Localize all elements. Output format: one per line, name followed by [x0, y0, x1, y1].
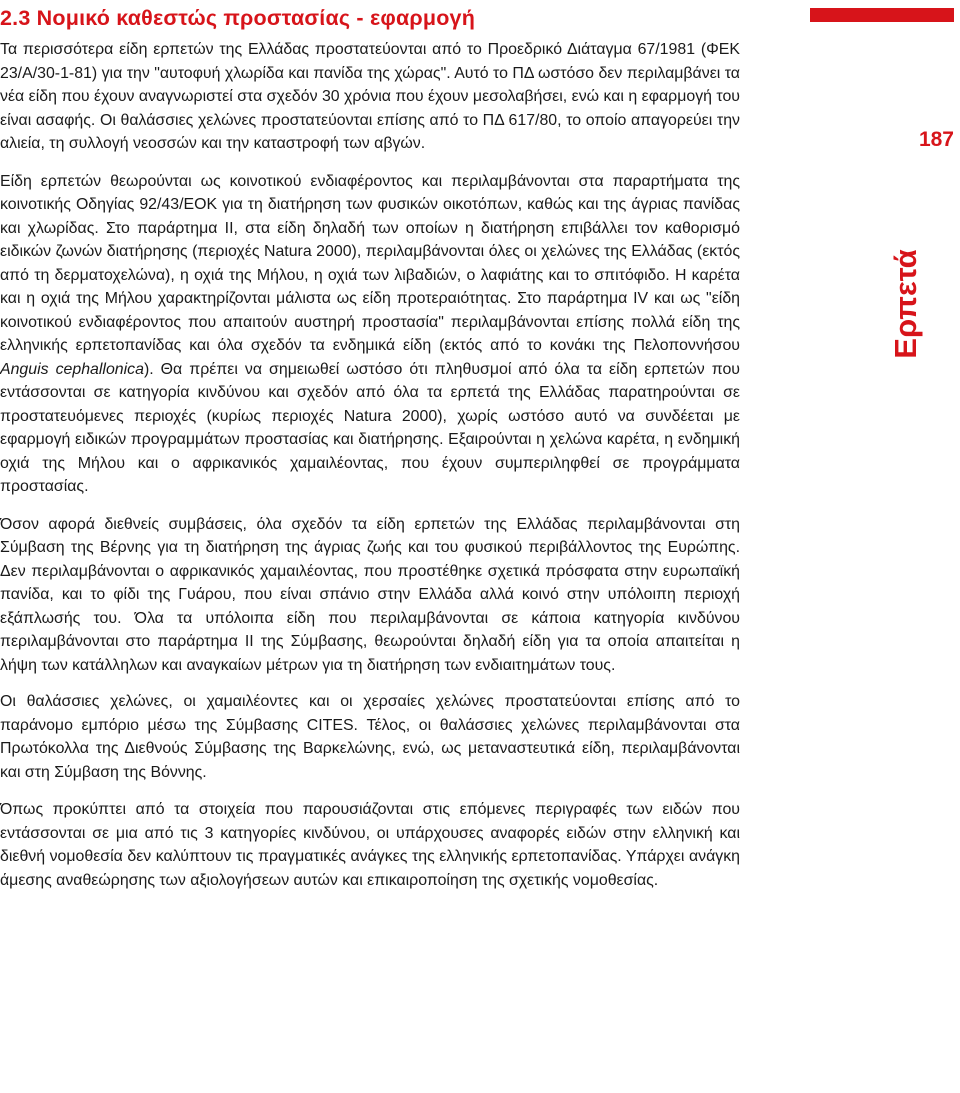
header-accent-bar	[810, 8, 954, 22]
paragraph-eu-directive-text-end: ). Θα πρέπει να σημειωθεί ωστόσο ότι πληθυσμοί από όλα τα είδη ερπετών που εντάσσονται σε κατηγορία κινδύνου και σχεδόν από όλα τα ερπετά της Ελλάδας παρατηρούνται σε προστατευόμενες περιοχές (κυρίως περιοχές Natura 2000), χωρίς ωστόσο αυτό να συνδέεται με εφαρμογή ειδικών προγραμμάτων προστασίας και διατήρησης. Εξαιρούνται η χελώνα καρέτα, η ενδημική οχιά της Μήλου και ο αφρικανικός χαμαιλέοντας, που έχουν συμπεριληφθεί σε προγράμματα προστασίας.	[0, 360, 740, 495]
paragraph-eu-directive	[0, 170, 740, 499]
paragraph-conclusion: Όπως προκύπτει από τα στοιχεία που παρουσιάζονται στις επόμενες περιγραφές των ειδών που εντάσσονται σε μια από τις 3 κατηγορίες κινδύνου, οι υπάρχουσες αναφορές ειδών στην ελληνική και διεθνή νομοθεσία δεν καλύπτουν τις πραγματικές ανάγκες της ελληνικής ερπετοπανίδας. Υπάρχει ανάγκη άμεσης αναθεώρησης των αξιολογήσεων αυτών και επικαιροποίηση της σχετικής νομοθεσίας.	[0, 801, 740, 889]
paragraph-cites: Οι θαλάσσιες χελώνες, οι χαμαιλέοντες και οι χερσαίες χελώνες προστατεύονται επίσης από το παράνομο εμπόριο μέσω της Σύμβασης CITES. Τέλος, οι θαλάσσιες χελώνες περιλαμβάνονται στα Πρωτόκολλα της Διεθνούς Σύμβασης της Βαρκελώνης, ενώ, ως μεταναστευτικά είδη, περιλαμβάνονται και στη Σύμβαση της Βόννης.	[0, 693, 740, 781]
paragraph-bern-convention: Όσον αφορά διεθνείς συμβάσεις, όλα σχεδόν τα είδη ερπετών της Ελλάδας περιλαμβάνονται στη Σύμβαση της Βέρνης για τη διατήρηση της άγριας ζωής και του φυσικού περιβάλλοντος της Ευρώπης. Δεν περιλαμβάνονται ο αφρικανικός χαμαιλέοντας, που προστέθηκε σχετικά πρόσφατα στην ευρωπαϊκή πανίδα, και το φίδι της Γυάρου, που είναι σπάνιο στην Ελλάδα αλλά κοινό στην υπόλοιπη περιοχή εξάπλωσής του. Όλα τα υπόλοιπα είδη που περιλαμβάνονται σε κάποια κατηγορία κινδύνου περιλαμβάνονται στο παράρτημα ΙΙ της Σύμβασης, θεωρούνται δηλαδή είδη για τα οποία απαιτείται η λήψη των κατάλληλων και αναγκαίων μέτρων για τη διατήρηση των ενδιαιτημάτων τους.	[0, 515, 740, 674]
page-number: 187	[918, 128, 954, 151]
paragraph-legal-status: Τα περισσότερα είδη ερπετών της Ελλάδας προστατεύονται από το Προεδρικό Διάταγμα 67/1981 (ΦΕΚ 23/Α/30-1-81) για την "αυτοφυή χλωρίδα και πανίδα της χώρας". Αυτό το ΠΔ ωστόσο δεν περιλαμβάνει τα νέα είδη που έχουν αναγνωριστεί στα σχεδόν 30 χρόνια που έχουν μεσολαβήσει, ενώ και η εφαρμογή του είναι ασαφής. Οι θαλάσσιες χελώνες προστατεύονται επίσης από το ΠΔ 617/80, το οποίο απαγορεύει την αλιεία, τη συλλογή νεοσσών και την καταστροφή των αβγών.	[0, 41, 740, 152]
species-latin-name: Anguis cephallonica	[0, 360, 144, 378]
paragraph-eu-directive-text: Είδη ερπετών θεωρούνται ως κοινοτικού ενδιαφέροντος και περιλαμβάνονται στα παραρτήματα της κοινοτικής Οδηγίας 92/43/ΕΟΚ για τη διατήρηση των φυσικών οικοτόπων, καθώς και της άγριας πανίδας και χλωρίδας. Στο παράρτημα ΙΙ, στα είδη δηλαδή των οποίων η διατήρηση επιβάλλει τον καθορισμό ειδικών ζωνών διατήρησης (περιοχές Natura 2000), περιλαμβάνονται όλες οι χελώνες της Ελλάδας (εκτός από τη δερματοχελώνα), η οχιά της Μήλου, η οχιά των λιβαδιών, ο λαφιάτης και το σπιτόφιδο. Η καρέτα και η οχιά της Μήλου χαρακτηρίζονται μάλιστα ως είδη προτεραιότητας. Στο παράρτημα IV και ως "είδη κοινοτικού ενδιαφέροντος που απαιτούν αυστηρή προστασία" περιλαμβάνονται επίσης πολλά είδη της ελληνικής ερπετοπανίδας και όλα σχεδόν τα ενδημικά είδη (εκτός από το κονάκι της Πελοποννήσου	[0, 172, 740, 354]
vertical-section-label: Ερπετά	[888, 249, 923, 359]
body-text	[0, 38, 740, 906]
section-title: 2.3 Νομικό καθεστώς προστασίας - εφαρμογή	[0, 6, 476, 30]
